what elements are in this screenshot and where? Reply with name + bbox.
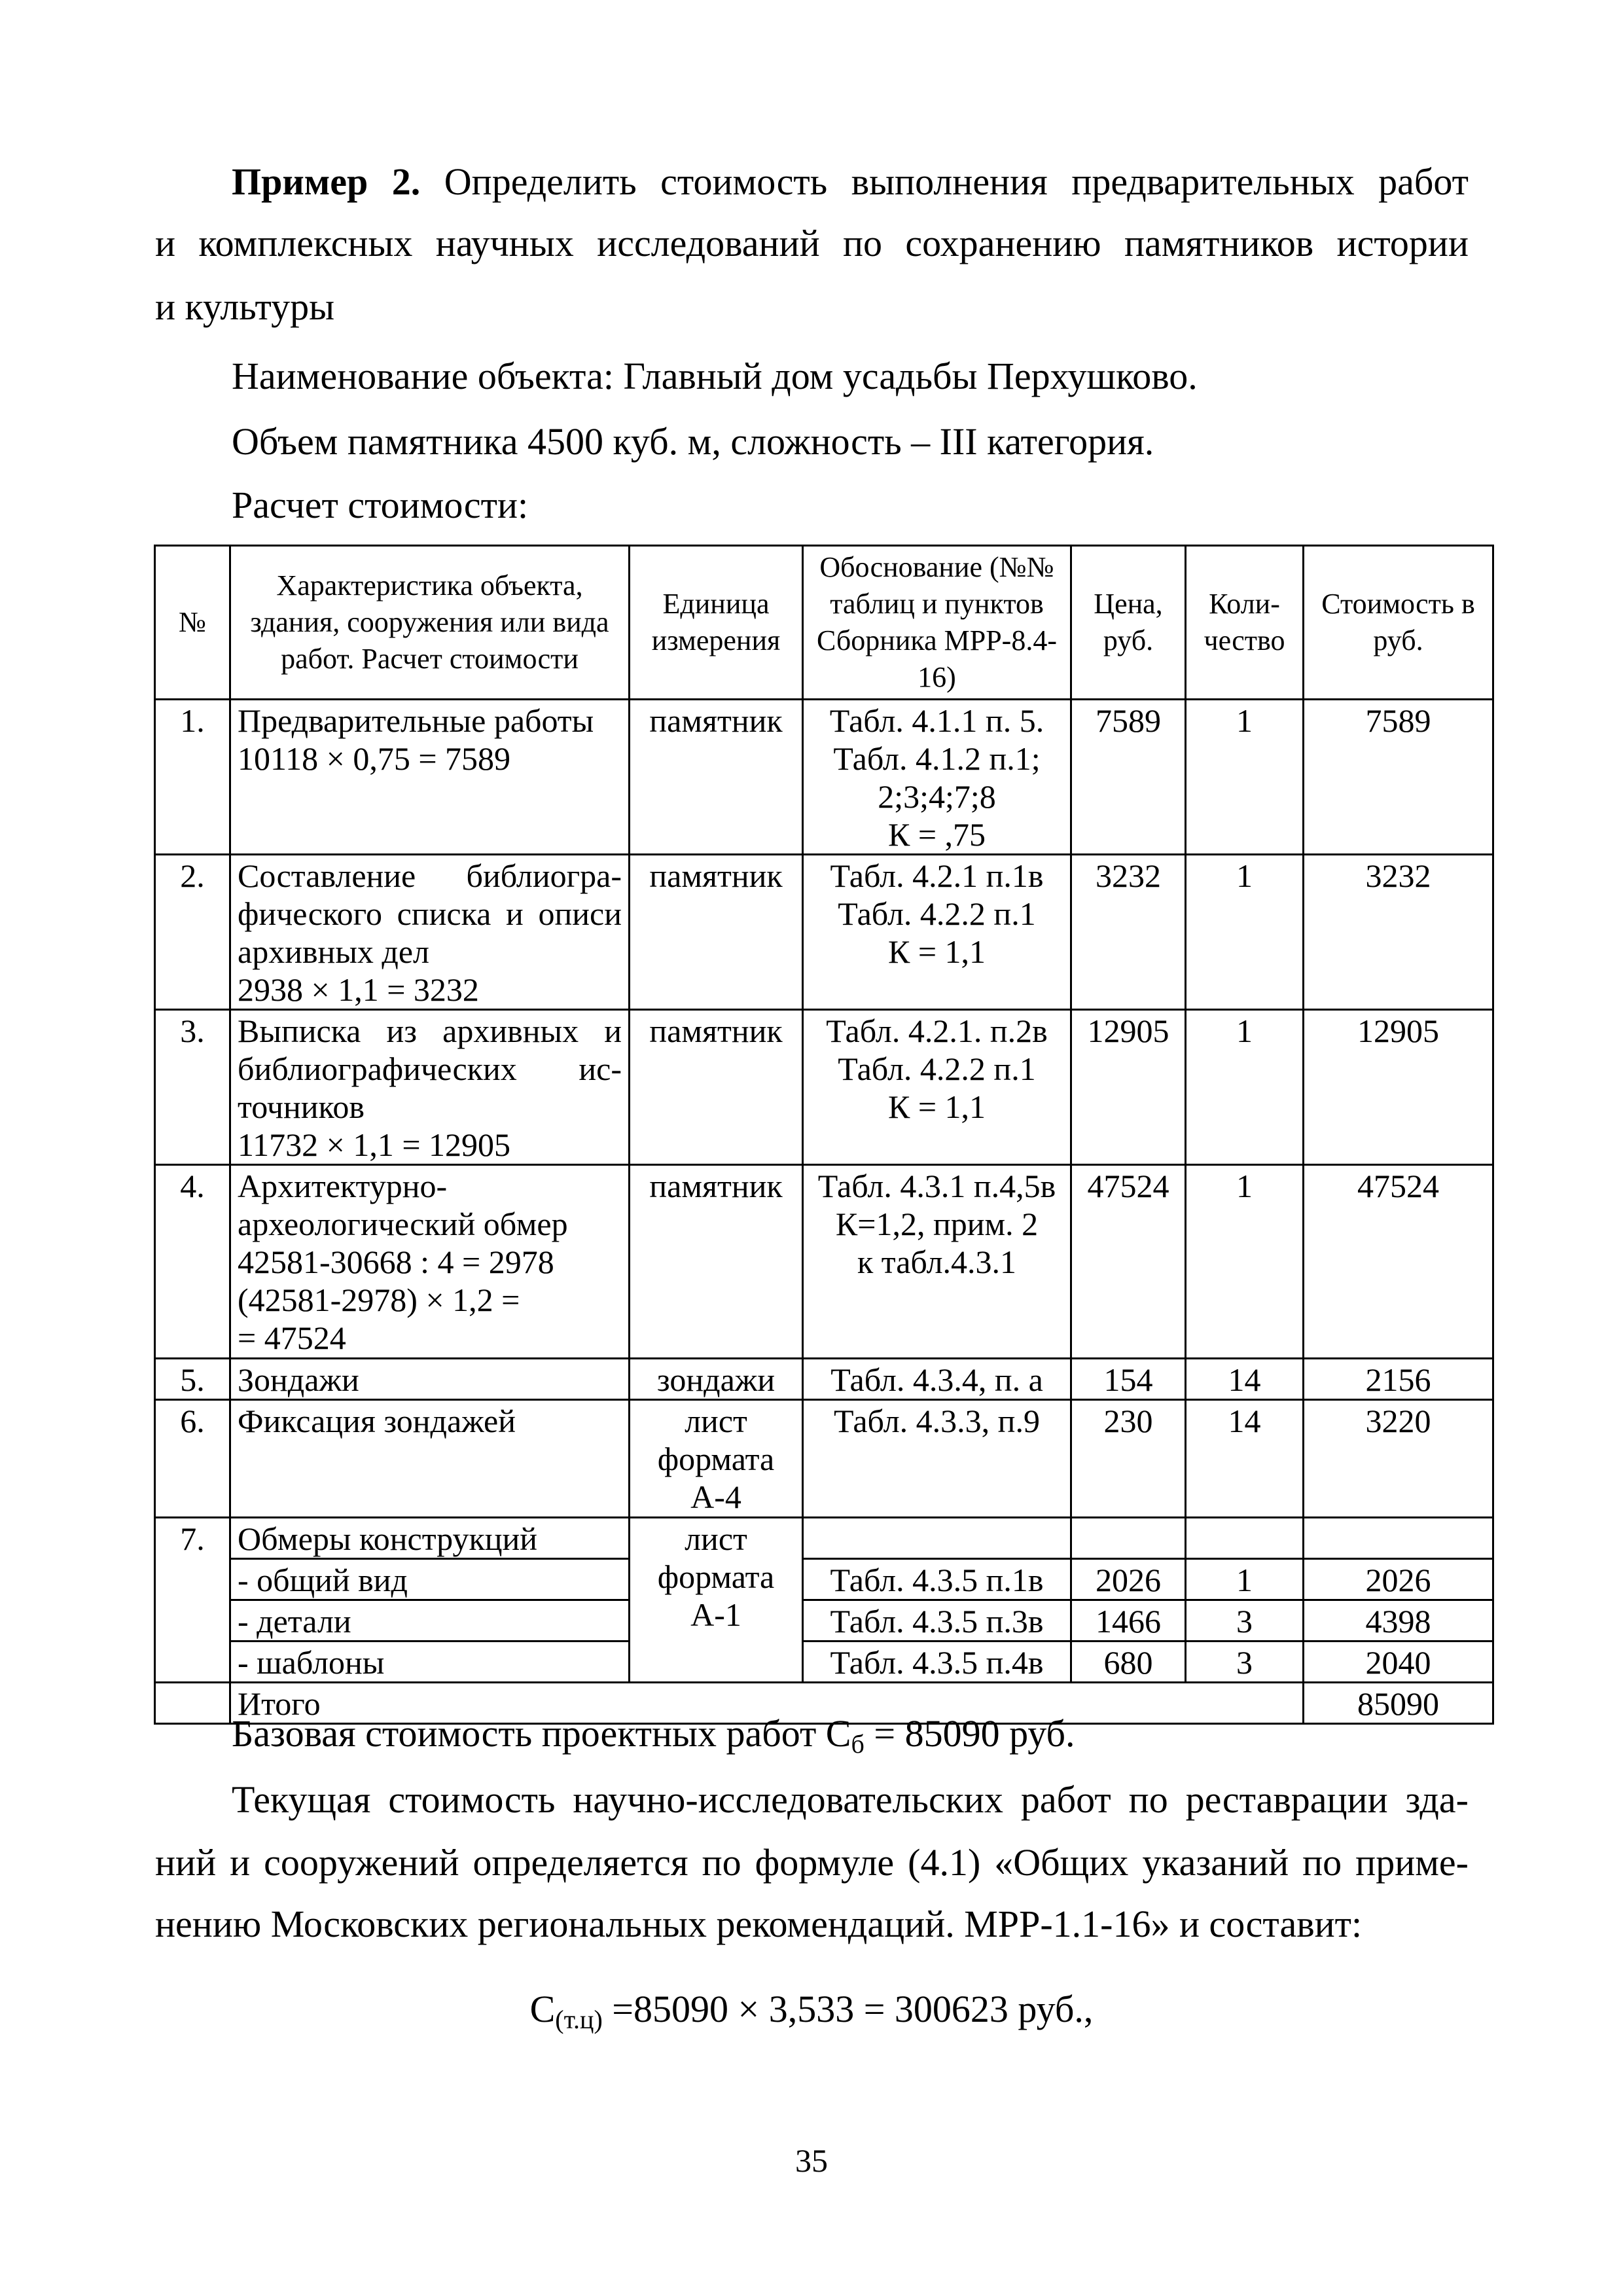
row-qty	[1186, 1518, 1304, 1559]
example-line-2: и комплексных научных исследований по сохранению памятников истории	[155, 222, 1469, 264]
row-unit: памятник	[630, 1010, 803, 1165]
current-cost-text-1: Текущая стоимость научно-исследовательских работ по реставрации зда-	[232, 1778, 1469, 1821]
object-volume: Объем памятника 4500 куб. м, сложность – III категория.	[232, 420, 1154, 463]
row-price: 230	[1071, 1400, 1186, 1518]
subrow-price: 680	[1071, 1641, 1186, 1683]
table-subrow	[155, 1559, 1493, 1600]
subrow-desc: - детали	[230, 1600, 630, 1641]
base-cost-suffix: = 85090 руб.	[864, 1712, 1075, 1755]
example-line-3: и культуры	[155, 285, 335, 328]
table-row	[155, 1518, 1493, 1559]
header-price: Цена, руб.	[1071, 546, 1186, 700]
calc-heading: Расчет стоимости:	[232, 484, 529, 526]
base-cost-prefix: Базовая стоимость проектных работ С	[232, 1712, 851, 1755]
table-row	[155, 1010, 1493, 1165]
row-basis	[803, 1010, 1071, 1165]
basis-line: Табл. 4.1.2 п.1;	[833, 740, 1041, 777]
row-qty: 1	[1186, 700, 1304, 855]
subrow-desc: - шаблоны	[230, 1641, 630, 1683]
row-price: 3232	[1071, 855, 1186, 1010]
header-qty: Коли-чество	[1186, 546, 1304, 700]
row-cost: 47524	[1304, 1165, 1493, 1359]
total-value: 85090	[1304, 1683, 1493, 1724]
current-cost-line-1	[155, 1766, 1469, 1834]
formula	[0, 1975, 1623, 2054]
row-qty: 1	[1186, 1010, 1304, 1165]
desc-line: археологический обмер	[238, 1206, 568, 1242]
row-price	[1071, 1518, 1186, 1559]
table-header-row	[155, 546, 1493, 700]
row-basis: Табл. 4.3.4, п. а	[803, 1359, 1071, 1400]
base-cost-sub: б	[851, 1729, 865, 1759]
table-row	[155, 700, 1493, 855]
cost-table	[154, 545, 1494, 1725]
row-unit: памятник	[630, 855, 803, 1010]
row-desc	[230, 855, 630, 1010]
basis-line: К=1,2, прим. 2	[835, 1206, 1039, 1242]
row-cost: 2156	[1304, 1359, 1493, 1400]
desc-line: 11732 × 1,1 = 12905	[238, 1126, 511, 1163]
basis-line: Табл. 4.2.2 п.1	[838, 1050, 1036, 1087]
row-qty: 1	[1186, 855, 1304, 1010]
example-text-1: Определить стоимость выполнения предварительных работ	[444, 160, 1469, 203]
row-desc: Зондажи	[230, 1359, 630, 1400]
object-name: Наименование объекта: Главный дом усадьбы Перхушково.	[232, 355, 1198, 397]
table-subrow	[155, 1641, 1493, 1683]
formula-sub: (т.ц)	[555, 2005, 603, 2034]
row-basis	[803, 1518, 1071, 1559]
row-no: 7.	[155, 1518, 230, 1683]
subrow-price: 1466	[1071, 1600, 1186, 1641]
subrow-basis: Табл. 4.3.5 п.4в	[803, 1641, 1071, 1683]
current-cost-line-3: нению Московских региональных рекомендаций. МРР-1.1-16» и составит:	[155, 1903, 1363, 1945]
desc-line: 10118 × 0,75 = 7589	[238, 740, 511, 777]
desc-line: = 47524	[238, 1319, 346, 1356]
basis-line: Табл. 4.3.1 п.4,5в	[817, 1168, 1056, 1204]
header-cost: Стоимость в руб.	[1304, 546, 1493, 700]
formula-suffix: =85090 × 3,533 = 300623 руб.,	[602, 1988, 1094, 2030]
row-unit: лист формата А-4	[630, 1400, 803, 1518]
row-desc	[230, 700, 630, 855]
basis-line: к табл.4.3.1	[857, 1244, 1017, 1280]
row-unit: памятник	[630, 1165, 803, 1359]
basis-line: К = 1,1	[887, 1088, 986, 1125]
basis-line: К = ,75	[887, 816, 986, 853]
row-no: 3.	[155, 1010, 230, 1165]
row-qty: 14	[1186, 1359, 1304, 1400]
table-row	[155, 855, 1493, 1010]
subrow-basis: Табл. 4.3.5 п.3в	[803, 1600, 1071, 1641]
header-no: №	[155, 546, 230, 700]
subrow-qty: 3	[1186, 1641, 1304, 1683]
row-no: 2.	[155, 855, 230, 1010]
basis-line: 2;3;4;7;8	[878, 778, 996, 815]
header-basis: Обоснование (№№ таблиц и пунктов Сборника МРР-8.4-16)	[803, 546, 1071, 700]
row-basis	[803, 855, 1071, 1010]
subrow-cost: 4398	[1304, 1600, 1493, 1641]
row-unit: лист формата А-1	[630, 1518, 803, 1683]
desc-line: Предварительные работы	[238, 702, 594, 739]
row-basis	[803, 700, 1071, 855]
row-cost: 3232	[1304, 855, 1493, 1010]
subrow-price: 2026	[1071, 1559, 1186, 1600]
row-qty: 1	[1186, 1165, 1304, 1359]
formula-prefix: С	[529, 1988, 556, 2030]
example-line-1	[155, 148, 1469, 216]
current-cost-line-2: ний и сооружений определяется по формуле (4.1) «Общих указаний по приме-	[155, 1841, 1469, 1884]
row-desc: Обмеры конструкций	[230, 1518, 630, 1559]
row-no: 5.	[155, 1359, 230, 1400]
row-price: 7589	[1071, 700, 1186, 855]
row-price: 154	[1071, 1359, 1186, 1400]
row-desc	[230, 1010, 630, 1165]
row-cost	[1304, 1518, 1493, 1559]
row-desc: Фиксация зондажей	[230, 1400, 630, 1518]
desc-line: 2938 × 1,1 = 3232	[238, 971, 479, 1008]
subrow-cost: 2026	[1304, 1559, 1493, 1600]
header-characteristic: Характеристика объекта, здания, сооружения или вида работ. Расчет стоимости	[230, 546, 630, 700]
subrow-cost: 2040	[1304, 1641, 1493, 1683]
desc-line: Выписка из архивных и библиографических ис-точников	[238, 1013, 622, 1125]
row-cost: 7589	[1304, 700, 1493, 855]
row-no: 4.	[155, 1165, 230, 1359]
desc-line: 42581-30668 : 4 = 2978	[238, 1244, 554, 1280]
basis-line: Табл. 4.2.1. п.2в	[826, 1013, 1048, 1049]
row-no: 6.	[155, 1400, 230, 1518]
row-price: 47524	[1071, 1165, 1186, 1359]
subrow-desc: - общий вид	[230, 1559, 630, 1600]
subrow-qty: 1	[1186, 1559, 1304, 1600]
desc-line: Архитектурно-	[238, 1168, 448, 1204]
row-desc	[230, 1165, 630, 1359]
subrow-qty: 3	[1186, 1600, 1304, 1641]
row-qty: 14	[1186, 1400, 1304, 1518]
desc-line: Составление библиогра-фического списка и описи архивных дел	[238, 857, 622, 970]
table-row	[155, 1400, 1493, 1518]
row-basis: Табл. 4.3.3, п.9	[803, 1400, 1071, 1518]
row-cost: 3220	[1304, 1400, 1493, 1518]
row-unit: зондажи	[630, 1359, 803, 1400]
row-basis	[803, 1165, 1071, 1359]
table-row	[155, 1359, 1493, 1400]
total-empty-cell	[155, 1683, 230, 1724]
basis-line: К = 1,1	[887, 933, 986, 970]
basis-line: Табл. 4.2.2 п.1	[838, 895, 1036, 932]
row-cost: 12905	[1304, 1010, 1493, 1165]
basis-line: Табл. 4.1.1 п. 5.	[829, 702, 1044, 739]
page-number: 35	[795, 2142, 828, 2179]
header-unit: Единица измерения	[630, 546, 803, 700]
table-subrow	[155, 1600, 1493, 1641]
row-price: 12905	[1071, 1010, 1186, 1165]
row-unit: памятник	[630, 700, 803, 855]
example-label: Пример 2.	[232, 160, 421, 203]
basis-line: Табл. 4.2.1 п.1в	[830, 857, 1044, 894]
table-row	[155, 1165, 1493, 1359]
subrow-basis: Табл. 4.3.5 п.1в	[803, 1559, 1071, 1600]
row-no: 1.	[155, 700, 230, 855]
desc-line: (42581-2978) × 1,2 =	[238, 1282, 520, 1318]
total-label: Итого	[230, 1683, 1304, 1724]
